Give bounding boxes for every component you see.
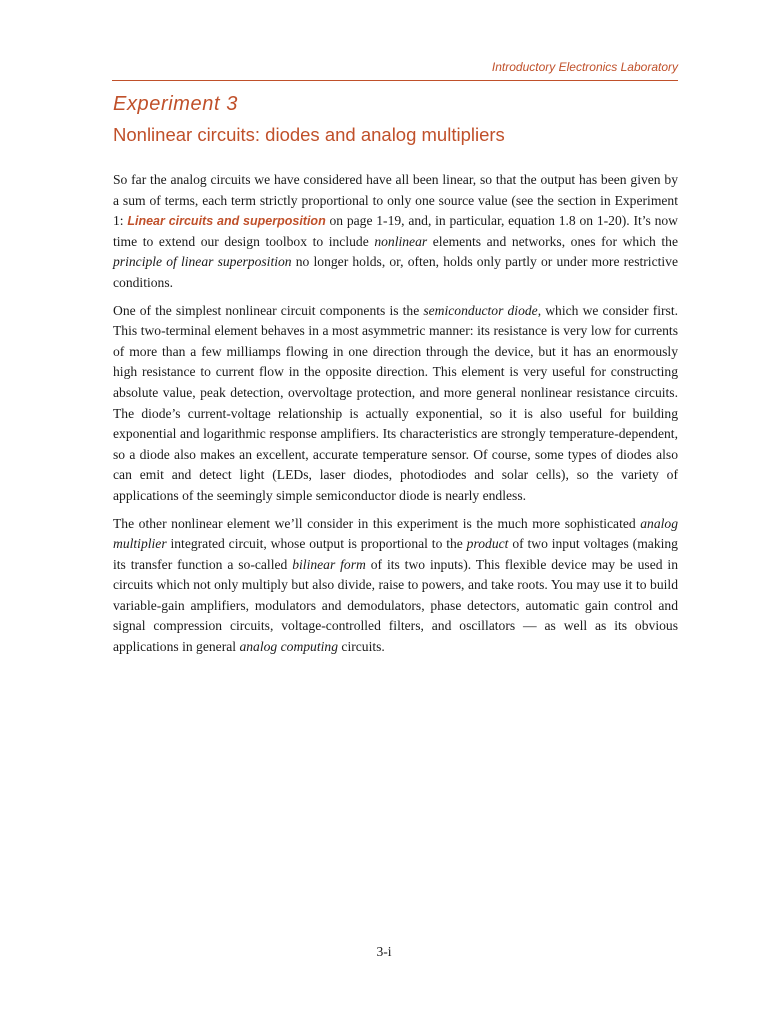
text-run: integrated circuit, whose output is proportional to the xyxy=(166,536,467,552)
paragraph-diode xyxy=(113,301,678,507)
running-header: Introductory Electronics Laboratory xyxy=(491,60,678,74)
emphasis: semiconductor diode xyxy=(423,302,538,318)
text-run: , which we consider first. This two-terminal element behaves in a most asymmetric manner: its resistance is very low for currents of more than a few milliamps flowing in one direction through the device, but it has an enormously high resistance to current flow in the opposite direction. This element is very useful for constructing absolute value, peak detection, overvoltage protection, and more general nonlinear resistance circuits. The diode’s current-voltage relationship is actually exponential, so it is also useful for building exponential and logarithmic response amplifiers. Its characteristics are strongly temperature-dependent, so a diode also makes an excellent, accurate temperature sensor. Of course, some types of diodes also can emit and detect light (LEDs, laser diodes, photodiodes and solar cells), so the variety of applications of the seemingly simple semiconductor diode is nearly endless. xyxy=(113,302,678,503)
paragraph-multiplier xyxy=(113,514,678,658)
experiment-title: Experiment 3 xyxy=(113,93,239,115)
cross-reference-link[interactable]: Linear circuits and superposition xyxy=(127,214,326,229)
text-run: no longer holds, or, often, holds only partly or under more restrictive conditions. xyxy=(113,254,678,290)
text-run: of its two inputs). This flexible device may be used in circuits which not only multiply but also divide, raise to powers, and take roots. You may use it to build variable-gain amplifiers, modulators and demodulators, phase detectors, automatic gain control and signal compression circuits, voltage-controlled filters, and oscillators — as well as its obvious applications in general xyxy=(113,556,678,655)
emphasis: analog computing xyxy=(239,639,339,655)
text-run: on page 1-19, and, in particular, equation 1.8 on 1-20). It’s now time to extend our design toolbox to include xyxy=(113,213,678,249)
emphasis: analog multiplier xyxy=(113,515,678,552)
emphasis: bilinear form xyxy=(292,556,366,572)
emphasis: product xyxy=(466,536,509,552)
page-number: 3-i xyxy=(376,944,392,959)
text-run: So far the analog circuits we have considered have all been linear, so that the output has been given by a sum of terms, each term strictly proportional to only one source value (see the section in Experiment 1: xyxy=(113,172,678,229)
body-text xyxy=(113,170,678,665)
paragraph-intro xyxy=(113,170,678,294)
emphasis: principle of linear superposition xyxy=(113,254,292,270)
text-run: of two input voltages (making its transfer function a so-called xyxy=(113,536,678,572)
chapter-title: Nonlinear circuits: diodes and analog multipliers xyxy=(113,124,505,145)
text-run: One of the simplest nonlinear circuit components is the xyxy=(113,302,424,318)
text-run: The other nonlinear element we’ll consider in this experiment is the much more sophisticated xyxy=(113,515,641,531)
emphasis: nonlinear xyxy=(374,233,428,249)
text-run: circuits. xyxy=(338,639,385,655)
header-rule xyxy=(112,80,678,81)
text-run: elements and networks, ones for which the xyxy=(427,233,678,249)
